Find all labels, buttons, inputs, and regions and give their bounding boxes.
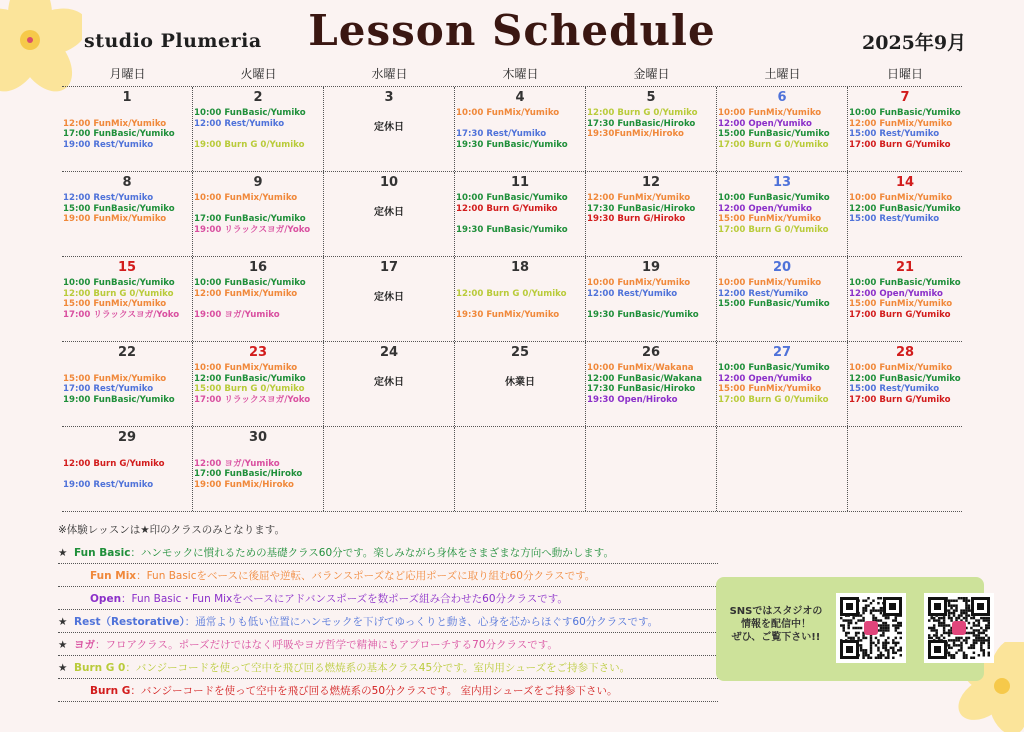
class-entry: 10:00 FunBasic/Yumiko [849,108,961,118]
day-number: 14 [895,175,915,190]
day-cell [848,427,962,511]
day-cell [717,257,848,341]
class-entry: 10:00 FunBasic/Yumiko [718,193,830,203]
class-name: Fun Mix [90,570,137,582]
day-cell [62,87,193,171]
day-number: 30 [248,430,268,445]
class-entry [193,129,323,140]
day-number: 20 [772,260,792,275]
class-entry: 15:00 FunMix/Yumiko [63,299,167,309]
class-entry: 12:00 FunMix/Yumiko [194,288,298,299]
day-cell [848,342,962,426]
class-entry [62,363,192,374]
class-entry: 10:00 FunMix/Yumiko [194,193,298,203]
day-number: 17 [379,260,399,275]
day-cell [324,342,455,426]
day-number: 26 [641,345,661,360]
class-desc-text: ：バンジーコードを使って空中を飛び回る燃焼系の基本クラス45分です。室内用シューズをご持参下さい。 [125,662,631,674]
class-entry: 15:00 FunMix/Yumiko [718,214,822,224]
day-cell [586,427,717,511]
sns-line-2: 情報を配信中！ [741,619,811,630]
class-entry: 15:00 Burn G 0/Yumiko [194,384,305,394]
week-row [62,341,962,426]
class-entry: 19:00 リラックスヨガ/Yoko [194,224,311,235]
web-qr-icon[interactable] [924,593,994,663]
class-entry: 12:00 FunBasic/Yumiko [849,203,961,214]
studio-name: studio Plumeria [84,30,262,52]
week-row [62,171,962,256]
schedule-grid [62,62,962,512]
class-entry: 19:00 Rest/Yumiko [63,139,154,150]
weekday-tue: 火曜日 [240,67,277,81]
class-entry: 15:00 FunBasic/Yumiko [718,299,830,309]
sns-box [716,577,984,681]
class-entry: 19:00 Burn G 0/Yumiko [194,139,305,150]
trial-star: ★ [58,662,68,674]
day-cell [324,427,455,511]
day-number: 25 [510,345,530,360]
day-number: 18 [510,260,530,275]
day-cell [848,257,962,341]
closed-label: 休業日 [505,377,535,388]
class-entry: 10:00 FunBasic/Yumiko [194,278,306,288]
class-entry: 17:00 リラックスヨガ/Yoko [194,394,311,405]
day-cell [193,87,324,171]
day-cell [62,172,193,256]
day-number: 8 [122,175,132,190]
class-entry: 17:30 FunBasic/Hiroko [587,118,696,129]
class-entry: 15:00 FunBasic/Yumiko [63,203,175,214]
day-number: 16 [248,260,268,275]
class-entry: 19:00 FunBasic/Yumiko [63,394,175,405]
class-description [58,633,718,656]
class-entry [193,204,323,215]
trial-star: ★ [58,547,68,559]
weeks-container [62,86,962,512]
class-entry: 12:00 Rest/Yumiko [587,288,678,299]
day-cell [324,172,455,256]
class-name: Rest（Restorative） [74,616,185,628]
class-name: Burn G 0 [74,662,126,674]
day-cell [455,87,586,171]
class-entry [193,448,323,459]
class-desc-text: ：ハンモックに慣れるための基礎クラス60分です。楽しみながら身体をさまざまな方向へ動かします。 [130,547,614,559]
trial-note: ※体験レッスンは★印のクラスのみとなります。 [58,524,285,536]
day-cell [717,342,848,426]
class-entry: 19:30 Open/Hiroko [587,394,678,405]
day-cell [455,257,586,341]
class-notes [58,518,718,702]
class-entry [455,299,585,310]
day-cell [455,342,586,426]
day-number: 27 [772,345,792,360]
day-cell [62,427,193,511]
page-title: Lesson Schedule [308,6,716,55]
class-entry: 10:00 FunMix/Yumiko [849,363,953,373]
class-entry: 17:00 Rest/Yumiko [63,384,154,394]
weekday-sun: 日曜日 [886,67,923,81]
class-entry: 17:00 Burn G/Yumiko [849,309,951,320]
day-number: 9 [253,175,263,190]
day-cell [848,87,962,171]
class-entry: 10:00 FunBasic/Yumiko [456,193,568,203]
day-number: 24 [379,345,399,360]
weekday-header-row [62,62,962,86]
class-entry: 17:00 Burn G 0/Yumiko [718,394,829,405]
class-entry [455,214,585,225]
class-entry: 19:30 FunBasic/Yumiko [456,139,568,150]
day-number: 28 [895,345,915,360]
class-entry: 10:00 FunMix/Yumiko [718,108,822,118]
day-cell [586,342,717,426]
class-name: Burn G [90,685,131,697]
class-entry: 15:00 Rest/Yumiko [849,129,940,139]
class-entry: 12:00 Rest/Yumiko [194,118,285,129]
class-entry: 15:00 FunMix/Yumiko [718,384,822,394]
class-entry: 15:00 FunMix/Yumiko [63,373,167,384]
sns-text [720,605,832,644]
class-entry: 12:00 Burn G 0/Yumiko [63,288,174,299]
class-entry: 12:00 Rest/Yumiko [63,193,154,203]
day-cell [455,172,586,256]
month-label: 2025年9月 [862,32,967,54]
class-entry: 17:00 リラックスヨガ/Yoko [63,309,180,320]
weekday-wed: 水曜日 [371,67,408,81]
class-entry: 17:00 Burn G/Yumiko [849,139,951,150]
class-entry: 10:00 FunMix/Yumiko [456,108,560,118]
day-number: 22 [117,345,137,360]
day-cell [586,257,717,341]
day-number: 1 [122,90,132,105]
class-entry: 15:00 Rest/Yumiko [849,214,940,224]
class-entry: 12:00 Burn G 0/Yumiko [587,108,698,118]
closed-label: 定休日 [374,292,404,303]
week-row [62,426,962,512]
class-entry: 15:00 Rest/Yumiko [849,384,940,394]
class-entry: 19:30 Burn G/Hiroko [587,214,686,224]
class-description [58,610,718,633]
class-entry: 12:00 FunMix/Yumiko [849,118,953,129]
day-cell [717,87,848,171]
class-entry: 19:00 FunMix/Hiroko [194,479,294,490]
class-entry: 12:00 Open/Yumiko [718,118,812,129]
class-entry: 12:00 Burn G/Yumiko [456,203,558,214]
class-description [58,679,718,702]
class-entry: 12:00 Burn G 0/Yumiko [456,288,567,299]
day-cell [586,87,717,171]
instagram-qr-icon[interactable] [836,593,906,663]
weekday-fri: 金曜日 [633,67,670,81]
class-name: Open [90,593,122,605]
week-row [62,86,962,171]
day-cell [62,342,193,426]
class-entry: 12:00 Open/Yumiko [718,373,812,384]
class-entry: 19:00 ヨガ/Yumiko [194,309,280,320]
class-desc-text: ：Fun Basic・Fun Mixをベースにアドバンスポーズを数ポーズ組み合わせた60分クラスです。 [121,593,568,605]
closed-label: 定休日 [374,377,404,388]
class-entry [455,119,585,130]
day-number: 19 [641,260,661,275]
day-number: 2 [253,90,263,105]
day-cell [848,172,962,256]
class-desc-text: ：通常よりも低い位置にハンモックを下げてゆっくりと動き、心身を芯からほぐす60分クラスです。 [184,616,659,628]
day-number: 10 [379,175,399,190]
class-entry: 17:30 FunBasic/Hiroko [587,203,696,214]
day-cell [193,257,324,341]
day-cell [324,87,455,171]
class-entry: 12:00 FunBasic/Yumiko [849,373,961,384]
day-number: 29 [117,430,137,445]
class-entry: 10:00 FunMix/Yumiko [849,193,953,203]
class-description [58,541,718,564]
class-entry: 17:30 FunBasic/Hiroko [587,384,696,394]
class-entry: 17:00 Burn G/Yumiko [849,394,951,405]
class-entry: 12:00 Open/Yumiko [849,288,943,299]
day-cell [717,172,848,256]
class-entry: 10:00 FunMix/Yumiko [194,363,298,373]
class-description-list [58,541,718,702]
weekday-sat: 土曜日 [764,67,801,81]
sns-line-1: SNSではスタジオの [729,606,823,617]
day-cell [586,172,717,256]
class-name: ヨガ [74,639,95,651]
class-entry: 19:30FunMix/Hiroko [587,129,684,139]
day-number: 4 [515,90,525,105]
weekday-mon: 月曜日 [109,67,146,81]
class-entry: 12:00 Open/Yumiko [718,203,812,214]
class-desc-text: ：フロアクラス。ポーズだけではなく呼吸やヨガ哲学で精神にもアプローチする70分クラスです。 [95,639,558,651]
day-cell [193,172,324,256]
class-entry: 12:00 Rest/Yumiko [718,288,809,299]
day-number: 3 [384,90,394,105]
class-entry: 19:00 FunMix/Yumiko [63,214,167,224]
class-entry: 19:30 FunBasic/Yumiko [456,224,568,235]
class-description [58,587,718,610]
class-entry: 17:00 FunBasic/Yumiko [63,129,175,139]
class-entry: 10:00 FunBasic/Yumiko [63,278,175,288]
class-entry: 12:00 FunMix/Yumiko [587,193,691,203]
class-entry: 17:00 FunBasic/Yumiko [194,214,306,224]
class-entry: 17:00 Burn G 0/Yumiko [718,139,829,150]
day-cell [717,427,848,511]
day-cell [62,257,193,341]
class-entry: 10:00 FunBasic/Yumiko [718,363,830,373]
day-number: 13 [772,175,792,190]
class-entry: 15:00 FunBasic/Yumiko [718,129,830,139]
day-number: 11 [510,175,530,190]
class-entry: 17:00 FunBasic/Hiroko [194,469,303,479]
class-entry: 19:30 FunMix/Yumiko [456,309,560,320]
class-description [58,656,718,679]
week-row [62,256,962,341]
day-cell [193,342,324,426]
day-number: 15 [117,260,137,275]
class-entry [62,469,192,480]
trial-star: ★ [58,639,68,651]
day-number: 12 [641,175,661,190]
day-number: 21 [895,260,915,275]
day-number: 7 [900,90,910,105]
class-entry: 12:00 Burn G/Yumiko [63,458,165,469]
class-entry: 19:30 FunBasic/Yumiko [587,309,699,320]
class-entry: 19:00 Rest/Yumiko [63,479,154,490]
day-number: 23 [248,345,268,360]
class-entry: 10:00 FunMix/Wakana [587,363,694,373]
class-desc-text: ：Fun Basicをベースに後屈や逆転、バランスポーズなど応用ポーズに取り組む60分クラスです。 [136,570,596,582]
class-entry [586,299,716,310]
day-cell [455,427,586,511]
class-entry: 12:00 FunBasic/Wakana [587,373,703,384]
class-entry [455,278,585,289]
class-desc-text: ：バンジーコードを使って空中を飛び回る燃焼系の50分クラスです。 室内用シューズをご持参下さい。 [130,685,618,697]
day-cell [324,257,455,341]
day-cell [193,427,324,511]
class-entry: 12:00 FunMix/Yumiko [63,118,167,129]
class-entry: 10:00 FunBasic/Yumiko [849,278,961,288]
closed-label: 定休日 [374,207,404,218]
weekday-thu: 木曜日 [502,67,539,81]
class-entry [62,108,192,119]
class-entry [193,299,323,310]
class-entry: 17:00 Burn G 0/Yumiko [718,224,829,235]
class-entry: 17:30 Rest/Yumiko [456,129,547,139]
class-entry: 12:00 ヨガ/Yumiko [194,458,280,469]
class-entry [62,448,192,459]
class-name: Fun Basic [74,547,131,559]
class-entry: 15:00 FunMix/Yumiko [849,299,953,309]
class-entry: 10:00 FunMix/Yumiko [587,278,691,288]
class-entry: 10:00 FunMix/Yumiko [718,278,822,288]
sns-line-3: ぜひ、ご覧下さい!! [731,632,821,643]
class-entry: 12:00 FunBasic/Yumiko [194,373,306,384]
closed-label: 定休日 [374,122,404,133]
class-entry: 10:00 FunBasic/Yumiko [194,108,306,118]
day-number: 5 [646,90,656,105]
trial-star: ★ [58,616,68,628]
class-description [58,564,718,587]
day-number: 6 [777,90,787,105]
